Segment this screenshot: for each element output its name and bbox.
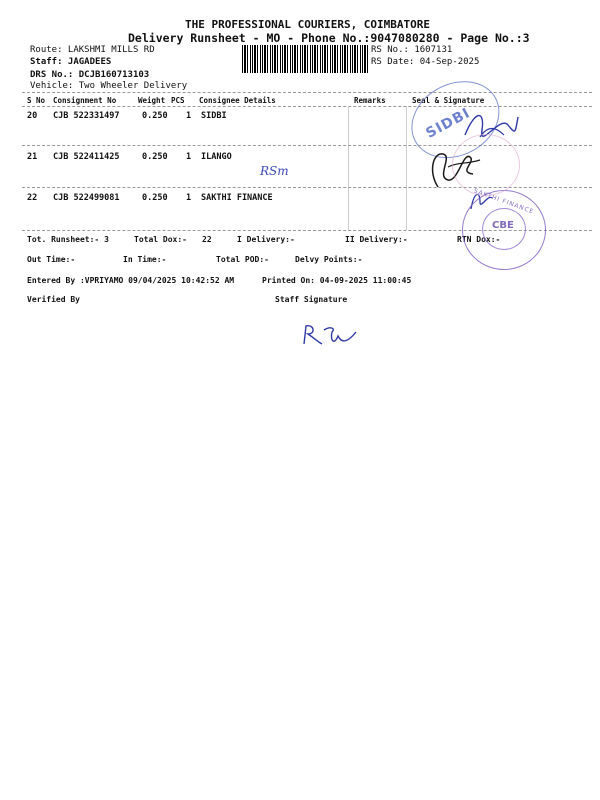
stamp-center-text: CBE: [492, 220, 514, 231]
out-time: Out Time:-: [27, 255, 76, 264]
runsheet-subtitle: Delivery Runsheet - MO - Phone No.:9047080280 - Page No.:3: [128, 31, 530, 45]
row-sno: 21: [27, 152, 38, 162]
vehicle-label: Vehicle: Two Wheeler Delivery: [30, 81, 188, 91]
printed-on: Printed On: 04-09-2025 11:00:45: [262, 276, 412, 285]
total-dox-value: 22: [202, 235, 212, 244]
staff-label: Staff: JAGADEES: [30, 57, 112, 67]
col-remarks: Remarks: [354, 96, 386, 105]
row-sno: 22: [27, 193, 38, 203]
staff-signature-label: Staff Signature: [275, 295, 348, 304]
row-consignment: CJB 522331497: [53, 111, 120, 121]
row-consignment: CJB 522499081: [53, 193, 120, 203]
row-weight: 0.250: [142, 152, 168, 162]
col-consignee: Consignee Details: [199, 96, 276, 105]
col-sno: S No: [27, 96, 46, 105]
header-top-rule: [22, 92, 592, 93]
row-pcs: 1: [186, 193, 192, 203]
row-weight: 0.250: [142, 111, 168, 121]
company-title: THE PROFESSIONAL COURIERS, COIMBATORE: [185, 18, 431, 31]
col-pcs: PCS: [171, 96, 185, 105]
entered-by: Entered By :VPRIYAMO 09/04/2025 10:42:52 AM: [27, 276, 235, 285]
ii-delivery: II Delivery:-: [345, 235, 408, 244]
rs-number: RS No.: 1607131: [371, 45, 453, 55]
stamp-ring-text: SAKTHI FINANCE: [472, 187, 535, 216]
row-sno: 20: [27, 111, 38, 121]
col-weight: Weight: [138, 96, 166, 105]
tot-runsheet: Tot. Runsheet:- 3: [27, 235, 109, 244]
col-seal: Seal & Signature: [412, 96, 485, 105]
barcode: [242, 45, 368, 73]
row-pcs: 1: [186, 152, 192, 162]
total-dox-label: Total Dox:-: [134, 235, 187, 244]
col-consignment: Consignment No: [53, 96, 117, 105]
sakthi-finance-stamp: [458, 187, 548, 270]
signature-staff-icon: [300, 322, 370, 354]
i-delivery: I Delivery:-: [237, 235, 295, 244]
row-pcs: 1: [186, 111, 192, 121]
row-consignee: ILANGO: [201, 152, 232, 162]
row-consignee: SIDBI: [201, 111, 227, 121]
handwritten-note: RSm: [260, 164, 289, 178]
route-label: Route: LAKSHMI MILLS RD: [30, 45, 155, 55]
row-consignment: CJB 522411425: [53, 152, 120, 162]
delvy-points: Delvy Points:-: [295, 255, 363, 264]
stamp-text: SIDBI: [423, 105, 474, 142]
drs-number: DRS No.: DCJB160713103: [30, 70, 150, 80]
row-consignee: SAKTHI FINANCE: [201, 193, 273, 203]
rs-date: RS Date: 04-Sep-2025: [371, 57, 480, 67]
row-weight: 0.250: [142, 193, 168, 203]
remarks-divider: [348, 106, 349, 230]
verified-by: Verified By: [27, 295, 80, 304]
total-pod: Total POD:-: [216, 255, 269, 264]
in-time: In Time:-: [123, 255, 167, 264]
rtn-dox: RTN Dox:-: [457, 235, 501, 244]
faint-stamp-ring-icon: [452, 134, 520, 196]
